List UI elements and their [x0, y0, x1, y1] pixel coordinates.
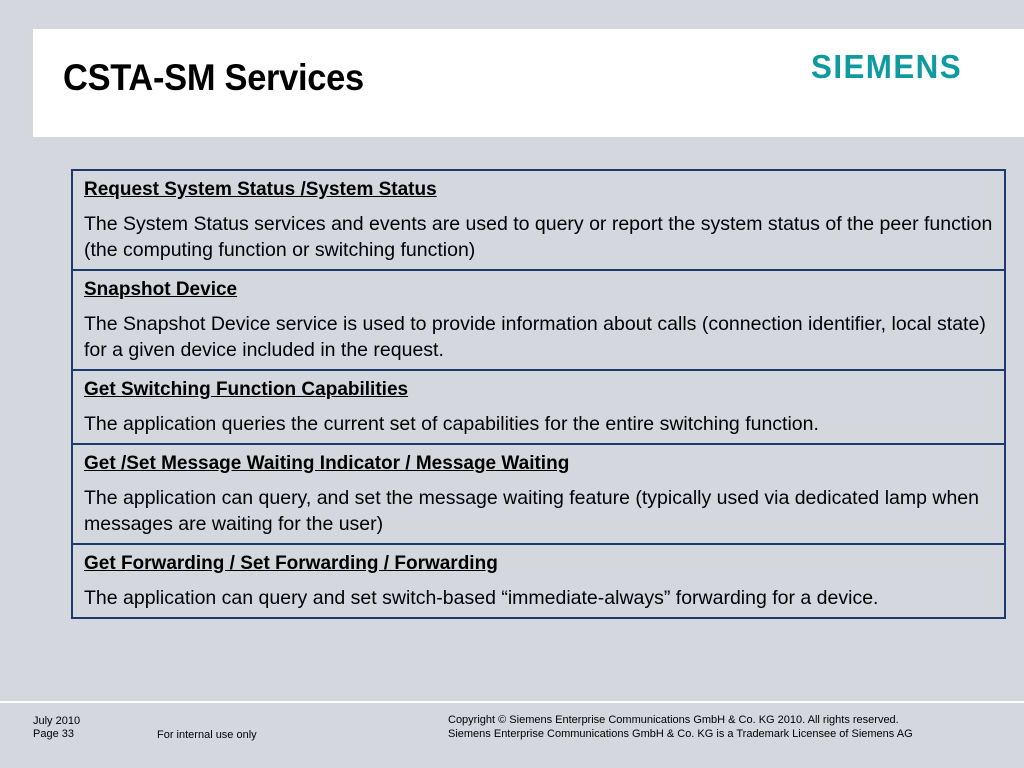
- service-title: Get Switching Function Capabilities: [84, 379, 409, 400]
- service-title: Get /Set Message Waiting Indicator / Message Waiting: [84, 453, 570, 474]
- header-band: [33, 29, 1024, 137]
- footer-date: July 2010: [33, 715, 81, 727]
- services-table: [71, 169, 1006, 619]
- siemens-logo: SIEMENS: [811, 48, 963, 85]
- service-title: Snapshot Device: [84, 279, 238, 300]
- service-row: [73, 371, 1004, 445]
- service-row: [73, 445, 1004, 545]
- service-description: The Snapshot Device service is used to provide information about calls (connection identifier, local state) for a given device included in the request.: [84, 313, 986, 361]
- service-description: The application can query, and set the message waiting feature (typically used via dedicated lamp when messages are waiting for the user): [84, 487, 979, 535]
- footer-copyright: Copyright © Siemens Enterprise Communications GmbH & Co. KG 2010. All rights reserved.: [448, 714, 899, 726]
- footer-divider: [0, 701, 1024, 703]
- service-description: The System Status services and events are used to query or report the system status of the peer function (the computing function or switching function): [84, 213, 993, 261]
- footer-classification: For internal use only: [157, 729, 257, 741]
- service-row: [73, 171, 1004, 271]
- service-title: Request System Status /System Status: [84, 179, 437, 200]
- service-row: [73, 271, 1004, 371]
- service-description: The application can query and set switch-based “immediate-always” forwarding for a device.: [84, 587, 879, 609]
- footer-trademark: Siemens Enterprise Communications GmbH & Co. KG is a Trademark Licensee of Siemens AG: [448, 728, 913, 740]
- service-title: Get Forwarding / Set Forwarding / Forwarding: [84, 553, 498, 574]
- footer-page-number: Page 33: [33, 728, 74, 740]
- service-row: [73, 545, 1004, 617]
- service-description: The application queries the current set of capabilities for the entire switching function.: [84, 413, 819, 435]
- slide-title: CSTA-SM Services: [63, 57, 364, 98]
